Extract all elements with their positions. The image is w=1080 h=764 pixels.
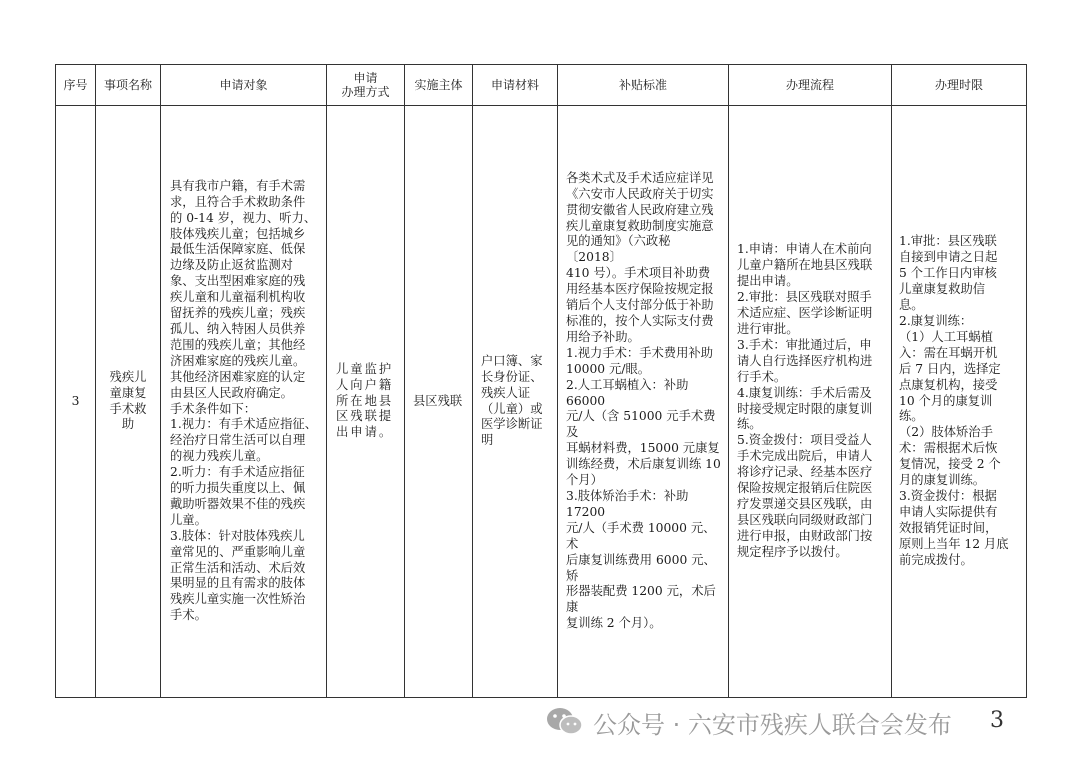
header-time-limit: 办理时限 — [892, 65, 1027, 106]
table-row — [56, 106, 1027, 698]
header-name: 事项名称 — [96, 65, 161, 106]
cell-process: 1.申请：申请人在术前向 儿童户籍所在地县区残联 提出申请。 2.审批：县区残联对照手 术适应症、医学诊断证明 进行审批。 3.手术：审批通过后，申 请人自行选择医疗机构进 行手术。 4.康复训练：手术后需及 时接受规定时限的康复训 练。 5.资金拨付：项目受益人 手术完成出院后，申请人 将诊疗记录、经基本医疗 保险按规定报销后住院医 疗发票递交县区残联，由 县区残联向同级财政部门 进行申报，由财政部门按 规定程序予以拨付。 — [729, 106, 892, 698]
page-number: 3 — [990, 708, 1004, 733]
policy-table — [55, 64, 1027, 698]
cell-org: 县区残联 — [405, 106, 473, 698]
header-process: 办理流程 — [729, 65, 892, 106]
cell-index: 3 — [56, 106, 96, 698]
cell-subsidy: 各类术式及手术适应症详见 《六安市人民政府关于切实 贯彻安徽省人民政府建立残 疾儿童康复救助制度实施意 见的通知》（六政秘〔2018〕 410 号）。手术项目补助费 用经基本医疗保险按规定报 销后个人支付部分低于补助 标准的，按个人实际支付费 用给予补助。 1.视力手术：手术费用补助 10000 元/眼。 2.人工耳蜗植入：补助 66000 元/人（含 51000 元手术费及 耳蜗材料费，15000 元康复 训练经费，术后康复训练 10 个月） 3.肢体矫治手术：补助 17200 元/人（手术费 10000 元、术 后康复训练费用 6000 元、矫 形器装配费 1200 元，术后康 复训练 2 个月）。 — [558, 106, 729, 698]
cell-materials: 户口簿、家 长身份证、 残疾人证 （儿童）或 医学诊断证 明 — [473, 106, 558, 698]
header-index: 序号 — [56, 65, 96, 106]
header-materials: 申请材料 — [473, 65, 558, 106]
header-subsidy: 补贴标准 — [558, 65, 729, 106]
wechat-icon — [545, 706, 585, 738]
wechat-watermark — [545, 700, 952, 744]
header-method: 申请 办理方式 — [327, 65, 405, 106]
header-target: 申请对象 — [161, 65, 327, 106]
header-row — [56, 65, 1027, 106]
cell-target: 具有我市户籍，有手术需 求，且符合手术救助条件 的 0-14 岁，视力、听力、 肢体残疾儿童；包括城乡 最低生活保障家庭、低保 边缘及防止返贫监测对 象、支出型困难家庭的残 疾儿童和儿童福利机构收 留抚养的残疾儿童；残疾 孤儿、纳入特困人员供养 范围的残疾儿童；其他经 济困难家庭的残疾儿童。 其他经济困难家庭的认定 由县区人民政府确定。 手术条件如下： 1.视力：有手术适应指征、 经治疗日常生活可以自理 的视力残疾儿童。 2.听力：有手术适应指征 的听力损失重度以上、佩 戴助听器效果不佳的残疾 儿童。 3.肢体：针对肢体残疾儿 童常见的、严重影响儿童 正常生活和活动、术后效 果明显的且有需求的肢体 残疾儿童实施一次性矫治 手术。 — [161, 106, 327, 698]
header-org: 实施主体 — [405, 65, 473, 106]
cell-name: 残疾儿 童康复 手术救 助 — [96, 106, 161, 698]
cell-time-limit: 1.审批：县区残联 自接到申请之日起 5 个工作日内审核 儿童康复救助信 息。 2.康复训练： （1）人工耳蜗植 入：需在耳蜗开机 后 7 日内，选择定 点康复机构，接受 10 个月的康复训 练。 （2）肢体矫治手 术：需根据术后恢 复情况，接受 2 个 月的康复训练。 3.资金拨付：根据 申请人实际提供有 效报销凭证时间， 原则上当年 12 月底 前完成拨付。 — [892, 106, 1027, 698]
watermark-text: 公众号 · 六安市残疾人联合会发布 — [593, 710, 952, 739]
cell-method: 儿童监护 人向户籍 所在地县 区残联提 出申请。 — [327, 106, 405, 698]
